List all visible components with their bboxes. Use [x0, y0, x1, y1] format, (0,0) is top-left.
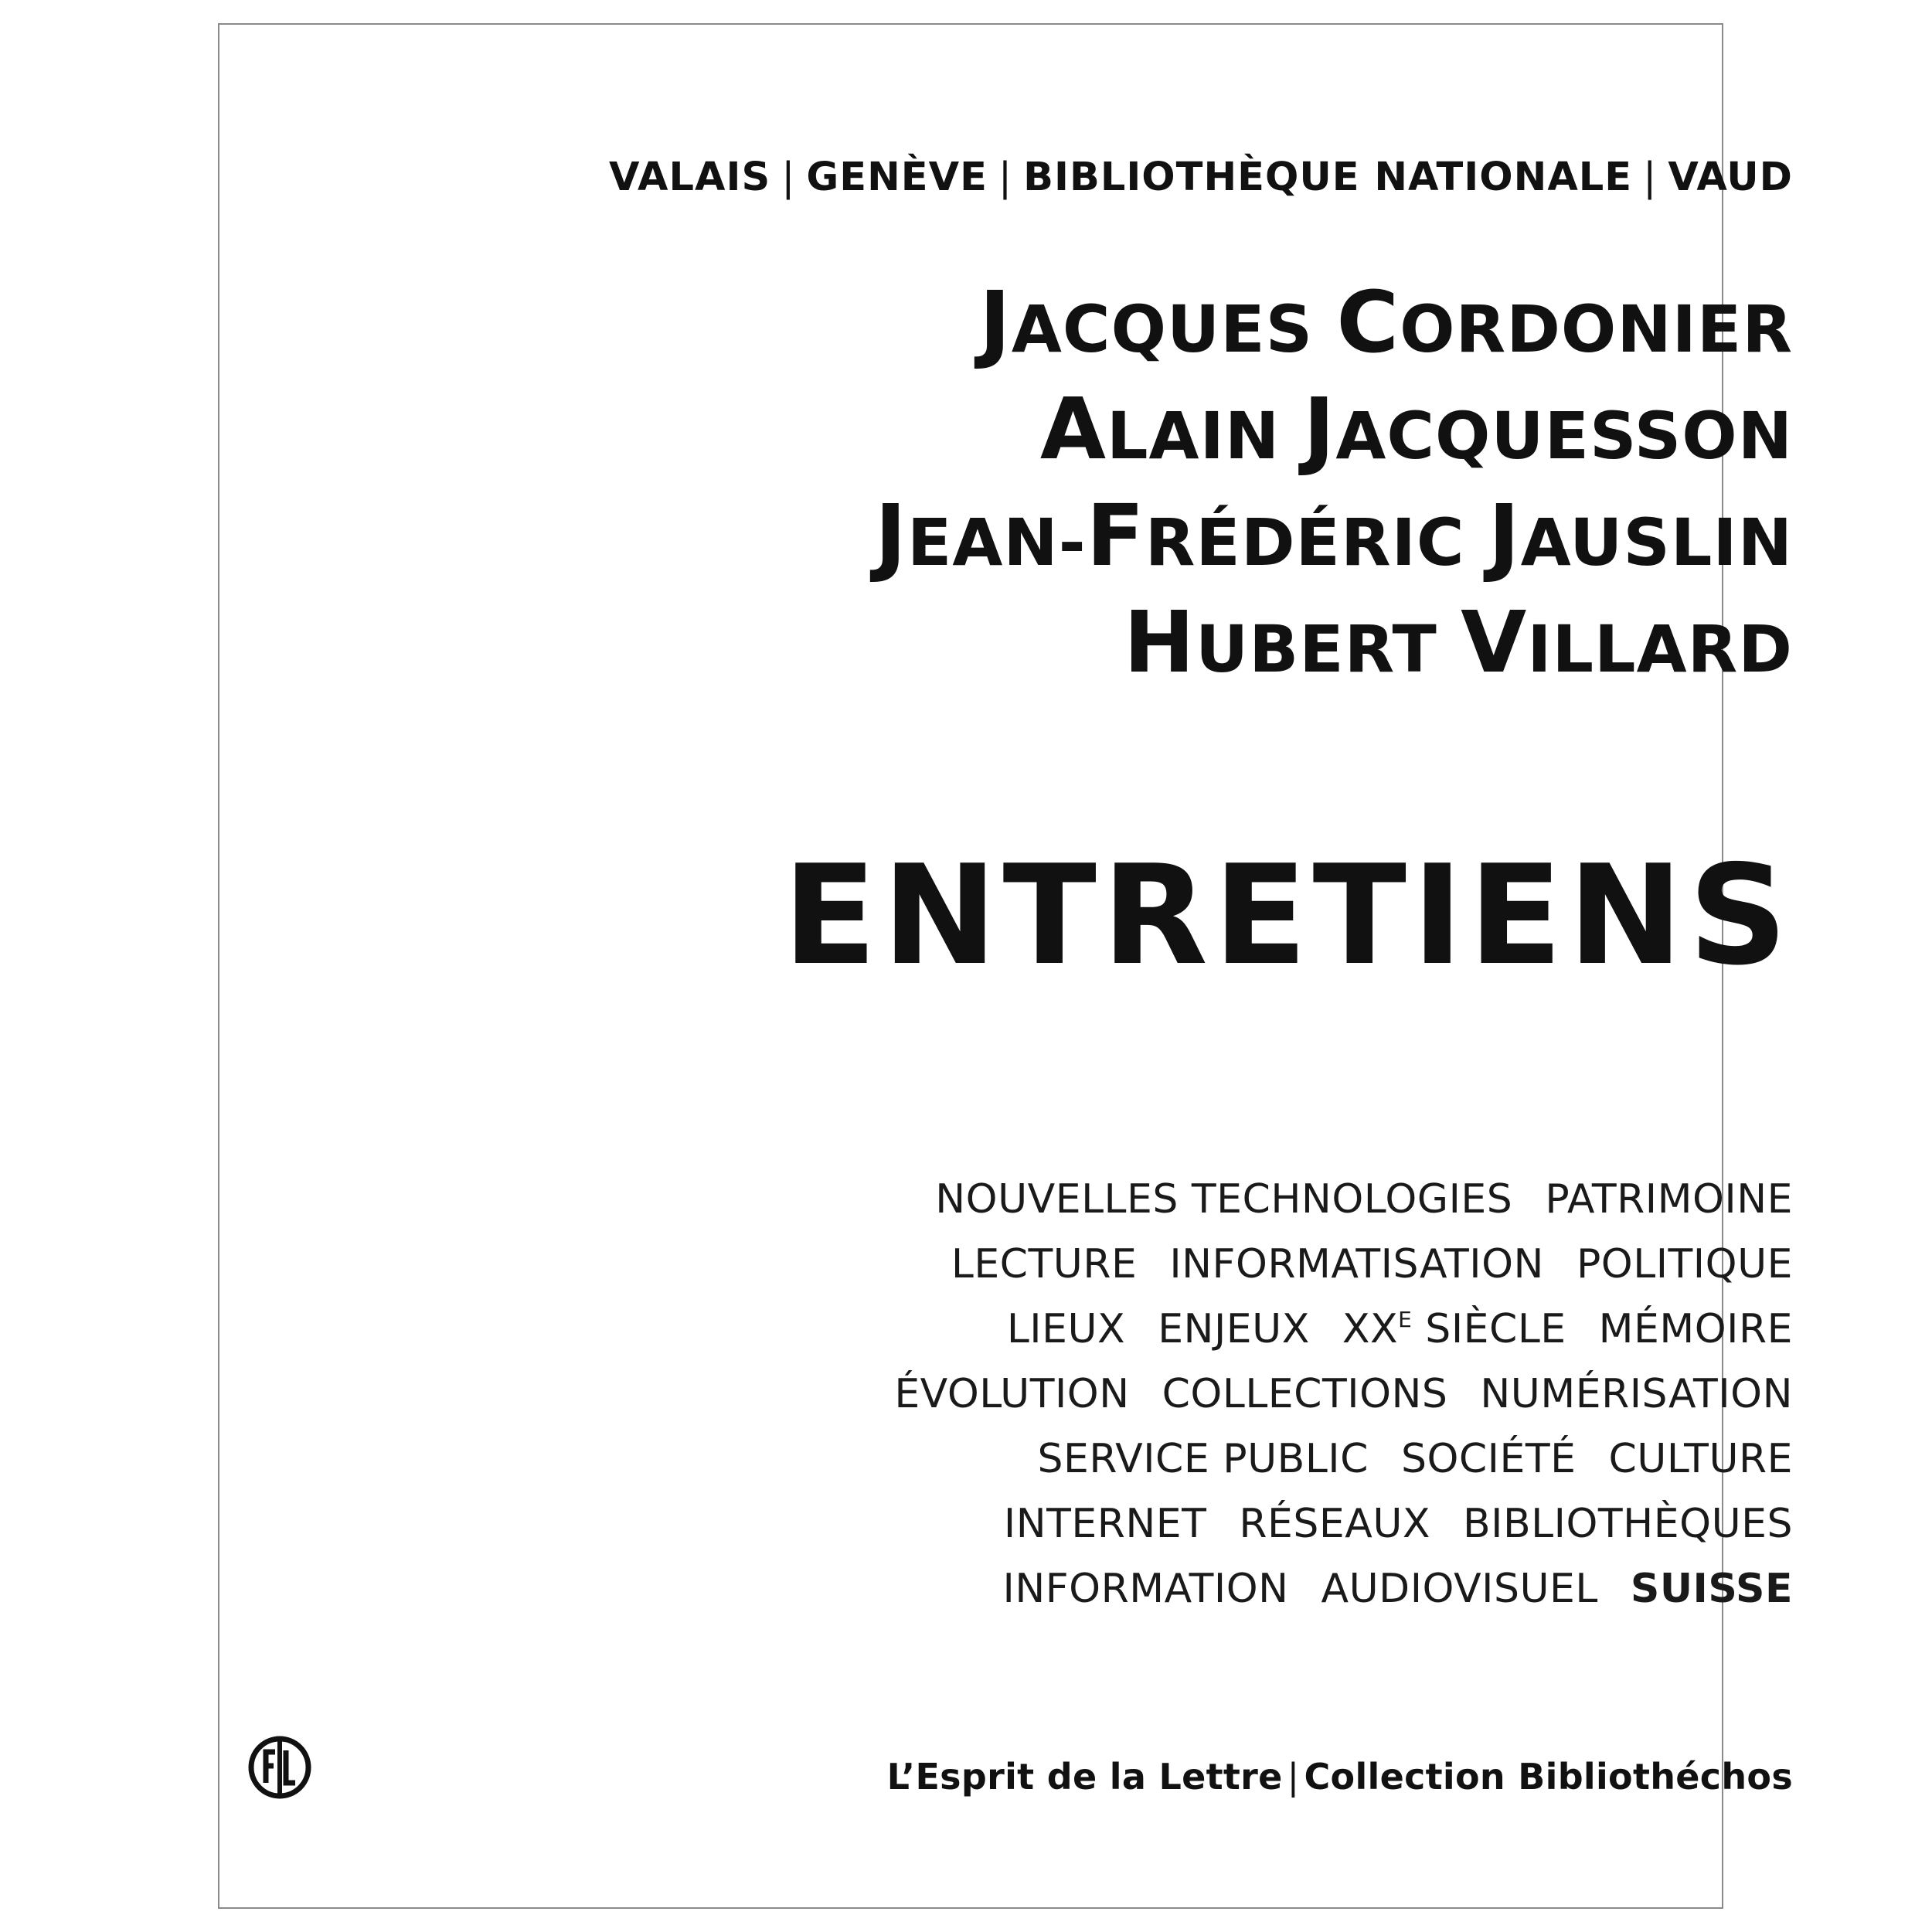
- keyword: RÉSEAUX: [1239, 1501, 1430, 1547]
- keyword: POLITIQUE: [1576, 1241, 1793, 1287]
- keyword: CULTURE: [1608, 1436, 1793, 1482]
- century-numeral: XX: [1342, 1306, 1399, 1352]
- keywords-line: [894, 1297, 1793, 1362]
- keyword-century: [1342, 1306, 1566, 1352]
- institution-vaud: VAUD: [1668, 155, 1793, 200]
- keyword: LIEUX: [1006, 1306, 1126, 1352]
- authors-list: [875, 269, 1793, 696]
- keyword: INFORMATION: [1002, 1566, 1289, 1612]
- keywords-line: [894, 1427, 1793, 1492]
- keywords-block: [894, 1167, 1793, 1621]
- keyword: PATRIMOINE: [1545, 1176, 1793, 1223]
- keyword: AUDIOVISUEL: [1321, 1566, 1598, 1612]
- keywords-line: [894, 1492, 1793, 1556]
- keyword: INFORMATISATION: [1169, 1241, 1544, 1287]
- book-title: ENTRETIENS: [782, 835, 1793, 995]
- institution-valais: VALAIS: [609, 155, 771, 200]
- author-name: HUBERT VILLARD: [1123, 593, 1793, 692]
- century-word: SIÈCLE: [1412, 1306, 1566, 1352]
- keywords-line: [894, 1232, 1793, 1297]
- keywords-line: [894, 1362, 1793, 1427]
- keyword: ENJEUX: [1158, 1306, 1310, 1352]
- author-name: JACQUES CORDONIER: [978, 273, 1793, 372]
- keyword: BIBLIOTHÈQUES: [1463, 1501, 1793, 1547]
- publisher-line: [887, 1756, 1793, 1798]
- keyword: MÉMOIRE: [1598, 1306, 1793, 1352]
- collection-name: Collection Bibliothéchos: [1304, 1756, 1793, 1798]
- keyword: SERVICE PUBLIC: [1037, 1436, 1369, 1482]
- institutions-line: [609, 155, 1793, 200]
- keyword: COLLECTIONS: [1162, 1371, 1448, 1417]
- institution-bibliotheque-nationale: BIBLIOTHÈQUE NATIONALE: [1023, 155, 1633, 200]
- separator: |: [1287, 1756, 1300, 1798]
- keyword: NOUVELLES TECHNOLOGIES: [935, 1176, 1513, 1223]
- keyword: SOCIÉTÉ: [1400, 1436, 1577, 1482]
- keywords-line: [894, 1167, 1793, 1232]
- institution-geneve: GENÈVE: [806, 155, 988, 200]
- keywords-line: [894, 1556, 1793, 1621]
- publisher-name: L’Esprit de la Lettre: [886, 1756, 1283, 1798]
- esprit-de-la-lettre-logo-icon: [247, 1735, 312, 1800]
- keyword: LECTURE: [951, 1241, 1138, 1287]
- century-superscript: E: [1398, 1307, 1413, 1332]
- keyword: ÉVOLUTION: [894, 1371, 1130, 1417]
- keyword: NUMÉRISATION: [1480, 1371, 1793, 1417]
- keyword: INTERNET: [1003, 1501, 1207, 1547]
- separator: |: [781, 155, 796, 200]
- author-name: JEAN-FRÉDÉRIC JAUSLIN: [875, 486, 1793, 585]
- separator: |: [1643, 155, 1658, 200]
- separator: |: [998, 155, 1013, 200]
- author-name: ALAIN JACQUESSON: [1039, 379, 1793, 478]
- keyword-emphasis: SUISSE: [1630, 1566, 1793, 1612]
